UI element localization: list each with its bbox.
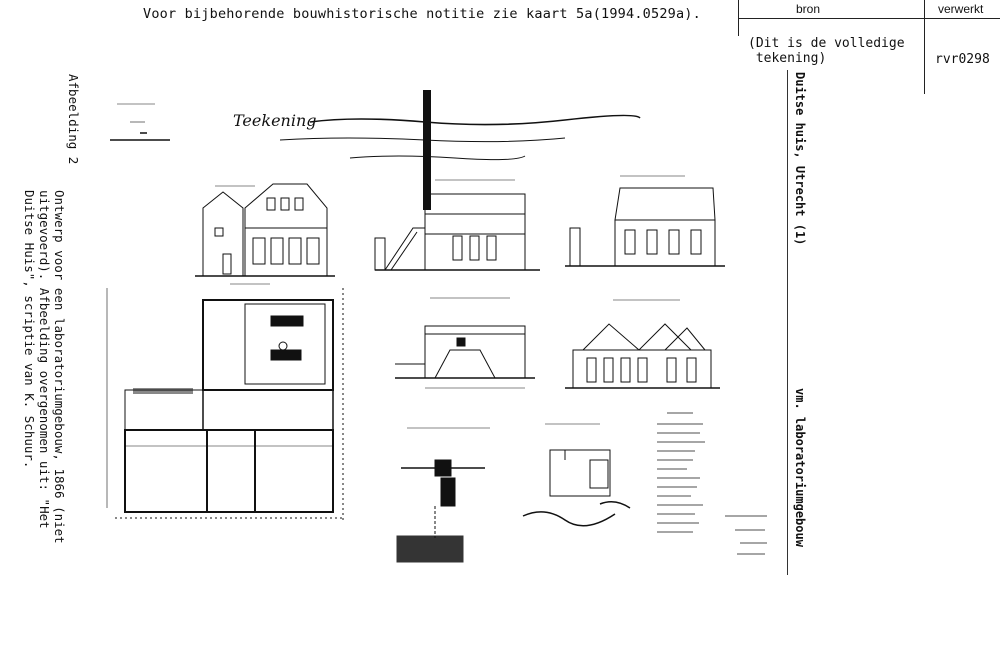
detail-plan-drawing (523, 424, 630, 526)
front-elevation-drawing (195, 184, 335, 276)
source-table (738, 0, 1000, 94)
bron-value: (Dit is de volledige tekening) (748, 36, 905, 66)
longitudinal-section-drawing (395, 298, 535, 388)
header-note: Voor bijbehorende bouwhistorische notitie zie kaart 5a(1994.0529a). (143, 6, 701, 22)
floor-plan-drawing (107, 284, 345, 520)
archive-title: Duitse huis, Utrecht (1) (793, 72, 807, 246)
svg-text:Teekening: Teekening (233, 111, 317, 130)
drawing-title-script (233, 90, 640, 210)
side-elevation-drawing (565, 176, 725, 266)
verwerkt-header: verwerkt (938, 2, 984, 16)
legend-list (657, 413, 767, 554)
archive-subtitle: vm. laboratoriumgebouw (793, 388, 807, 547)
bron-header: bron (796, 2, 821, 16)
architectural-drawing (95, 88, 770, 568)
foundation-detail-drawing (397, 428, 490, 562)
stamp-block (110, 104, 170, 140)
table-divider (738, 18, 1000, 19)
rear-elevation-drawing (565, 300, 720, 388)
caption-body: Ontwerp voor een laboratoriumgebouw, 1866 (niet uitgevoerd). Afbeelding overgenomen uit: "Het Duitse Huis", scriptie van K. Schuur. (22, 190, 67, 544)
verwerkt-value: rvr0298 (935, 52, 990, 67)
cross-section-drawing (375, 180, 540, 270)
right-divider (787, 70, 788, 575)
table-divider (924, 0, 925, 94)
caption-title: Afbeelding 2 (66, 74, 81, 165)
